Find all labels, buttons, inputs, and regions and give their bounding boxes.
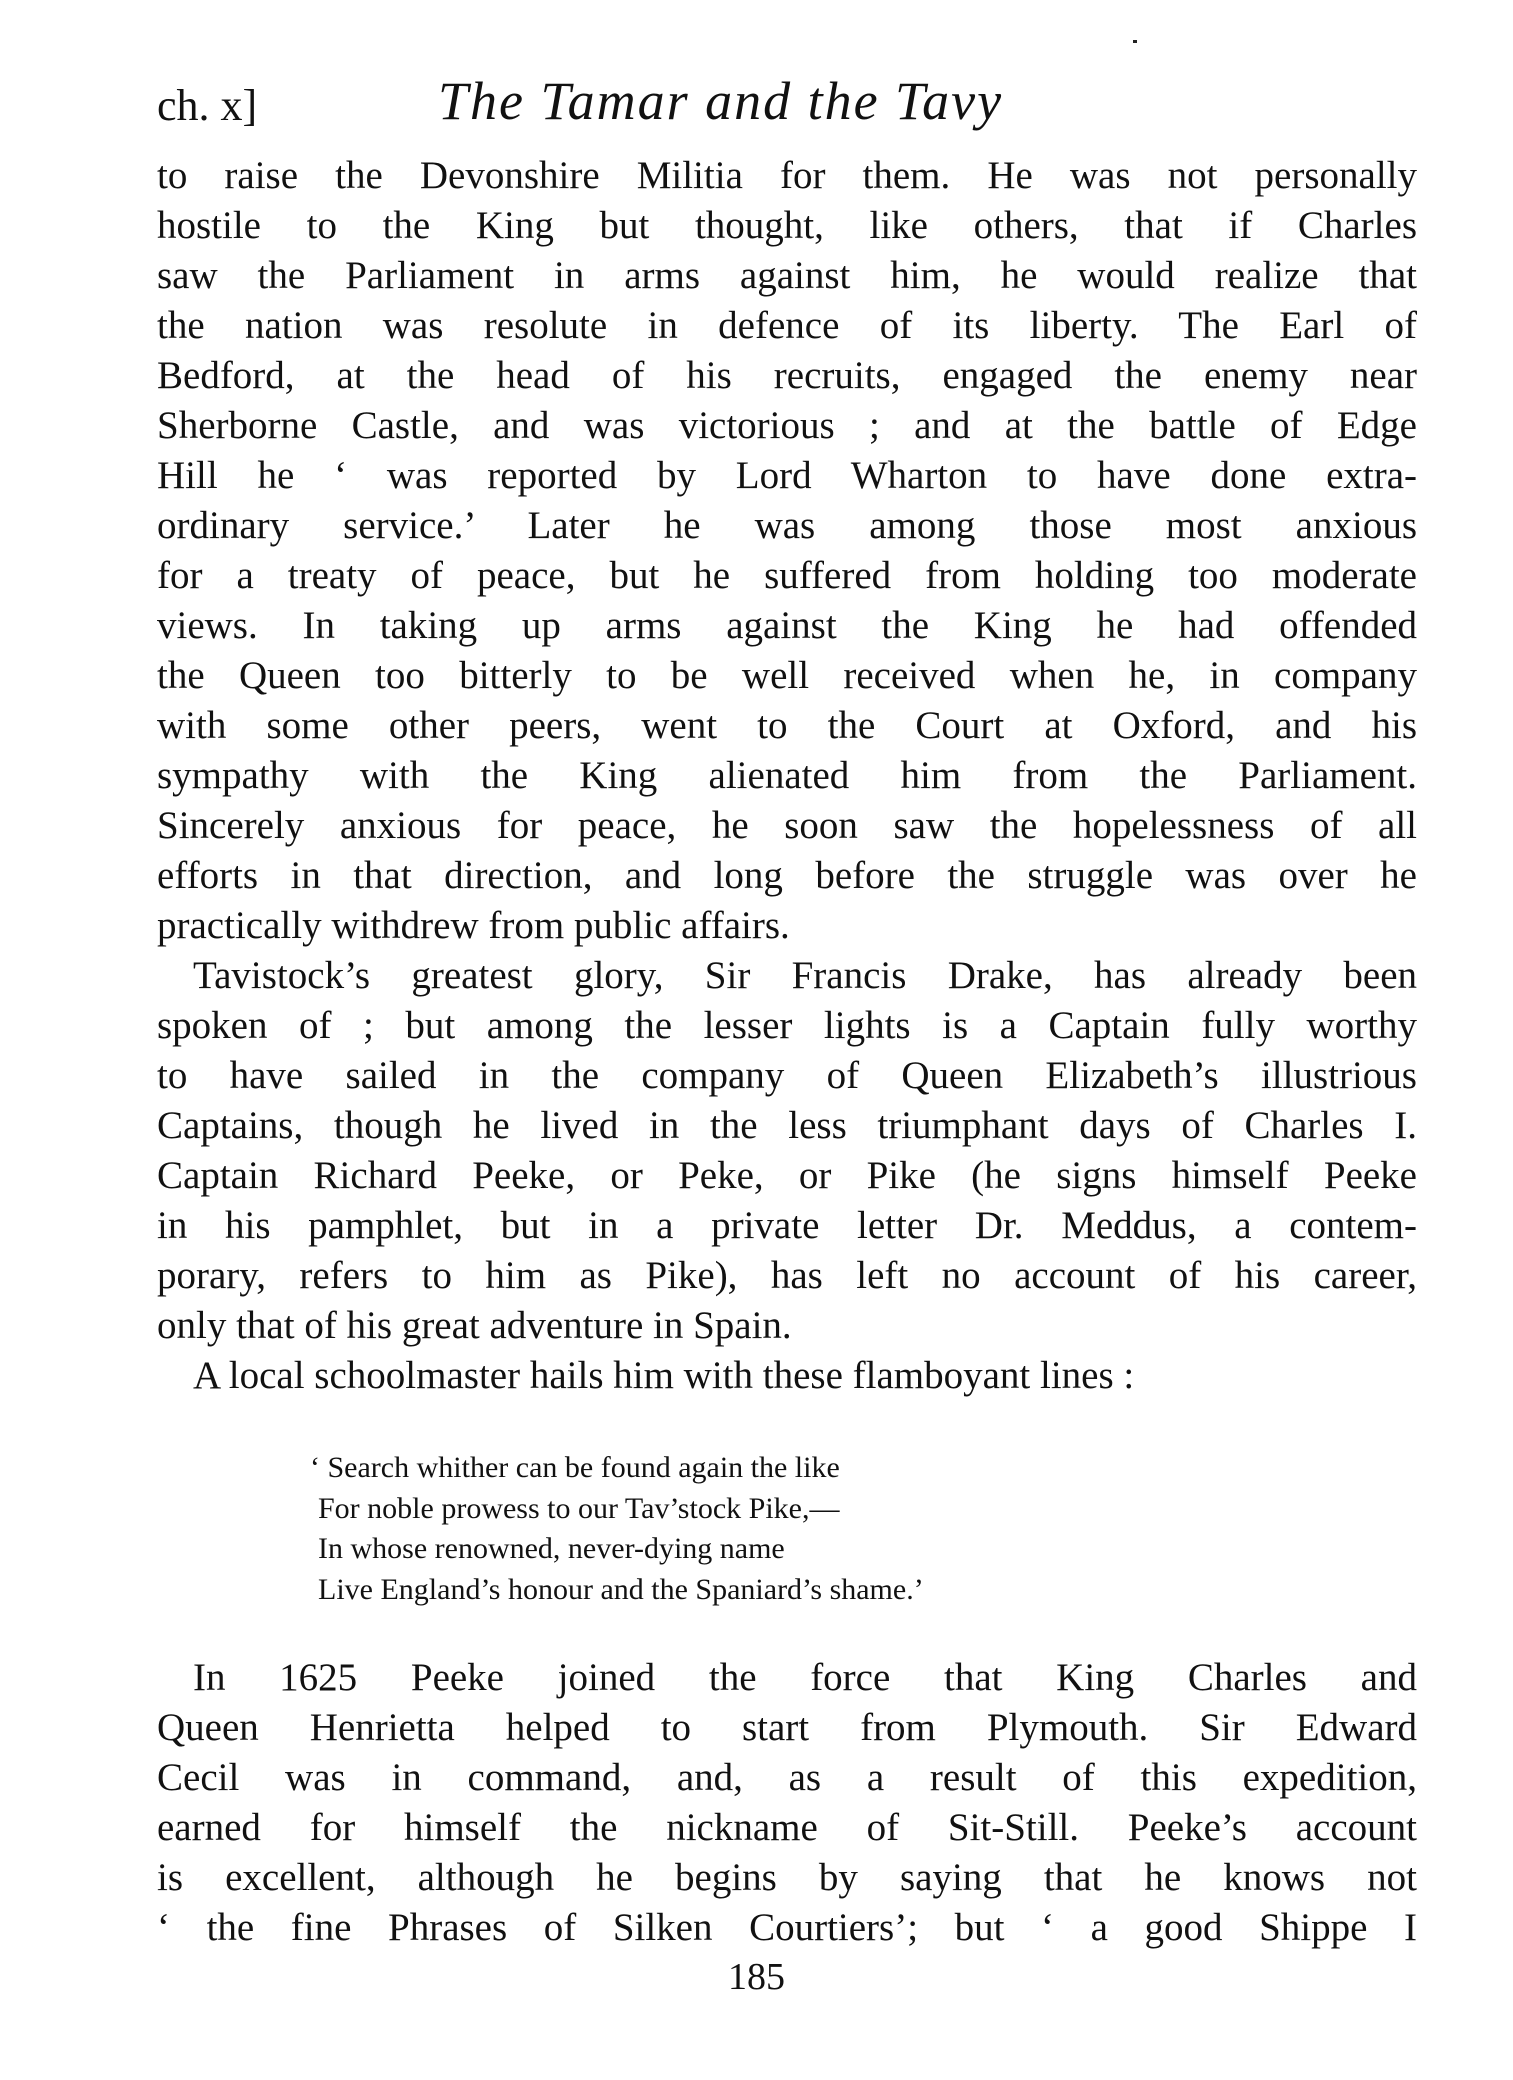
text-line: sympathy with the King alienated him from the Parliament.	[157, 754, 1417, 797]
page-number: 185	[728, 1956, 785, 1998]
text-line: only that of his great adventure in Spain.	[157, 1304, 792, 1347]
text-line: to have sailed in the company of Queen Elizabeth’s illustrious	[157, 1054, 1417, 1097]
text-line: In 1625 Peeke joined the force that King Charles and	[193, 1656, 1417, 1699]
text-line: Cecil was in command, and, as a result of this expedition,	[157, 1756, 1417, 1799]
text-line: ordinary service.’ Later he was among those most anxious	[157, 504, 1417, 547]
body-text	[157, 151, 1417, 1401]
text-line: the nation was resolute in defence of its liberty. The Earl of	[157, 304, 1417, 347]
text-line: efforts in that direction, and long before the struggle was over he	[157, 854, 1417, 897]
text-line: Queen Henrietta helped to start from Plymouth. Sir Edward	[157, 1706, 1417, 1749]
poem-line: For noble prowess to our Tav’stock Pike,—	[318, 1491, 840, 1525]
text-line: A local schoolmaster hails him with these flamboyant lines :	[193, 1354, 1135, 1397]
chapter-marker: ch. x]	[157, 81, 258, 130]
text-line: earned for himself the nickname of Sit-Still. Peeke’s account	[157, 1806, 1417, 1849]
text-line: Bedford, at the head of his recruits, engaged the enemy near	[157, 354, 1417, 397]
text-line: ‘ the fine Phrases of Silken Courtiers’; but ‘ a good Shippe I	[157, 1906, 1417, 1949]
text-line: Captains, though he lived in the less triumphant days of Charles I.	[157, 1104, 1417, 1147]
text-line: Tavistock’s greatest glory, Sir Francis Drake, has already been	[193, 954, 1417, 997]
text-line: spoken of ; but among the lesser lights is a Captain fully worthy	[157, 1004, 1417, 1047]
text-line: saw the Parliament in arms against him, he would realize that	[157, 254, 1417, 297]
text-line: for a treaty of peace, but he suffered from holding too moderate	[157, 554, 1417, 597]
text-line: hostile to the King but thought, like others, that if Charles	[157, 204, 1417, 247]
poem-line: ‘ Search whither can be found again the like	[310, 1451, 840, 1484]
text-line: Captain Richard Peeke, or Peke, or Pike (he signs himself Peeke	[157, 1154, 1417, 1197]
poem-line: Live England’s honour and the Spaniard’s shame.’	[318, 1573, 924, 1607]
text-line: practically withdrew from public affairs.	[157, 904, 790, 947]
text-line: Hill he ‘ was reported by Lord Wharton to have done extra-	[157, 454, 1417, 497]
text-line: with some other peers, went to the Court at Oxford, and his	[157, 704, 1417, 747]
text-line: to raise the Devonshire Militia for them. He was not personally	[157, 154, 1417, 197]
scan-speck	[1133, 40, 1137, 43]
text-line: is excellent, although he begins by saying that he knows not	[157, 1856, 1417, 1899]
text-line: in his pamphlet, but in a private letter Dr. Meddus, a contem-	[157, 1204, 1417, 1247]
text-line: Sincerely anxious for peace, he soon saw the hopelessness of all	[157, 804, 1417, 847]
poem-line: In whose renowned, never-dying name	[318, 1532, 785, 1566]
final-paragraph	[157, 1653, 1417, 1953]
text-line: porary, refers to him as Pike), has left no account of his career,	[157, 1254, 1417, 1297]
text-line: views. In taking up arms against the King he had offended	[157, 604, 1417, 647]
poem-quote	[310, 1448, 924, 1611]
text-line: the Queen too bitterly to be well received when he, in company	[157, 654, 1417, 697]
running-title: The Tamar and the Tavy	[438, 71, 1004, 131]
text-line: Sherborne Castle, and was victorious ; and at the battle of Edge	[157, 404, 1417, 447]
